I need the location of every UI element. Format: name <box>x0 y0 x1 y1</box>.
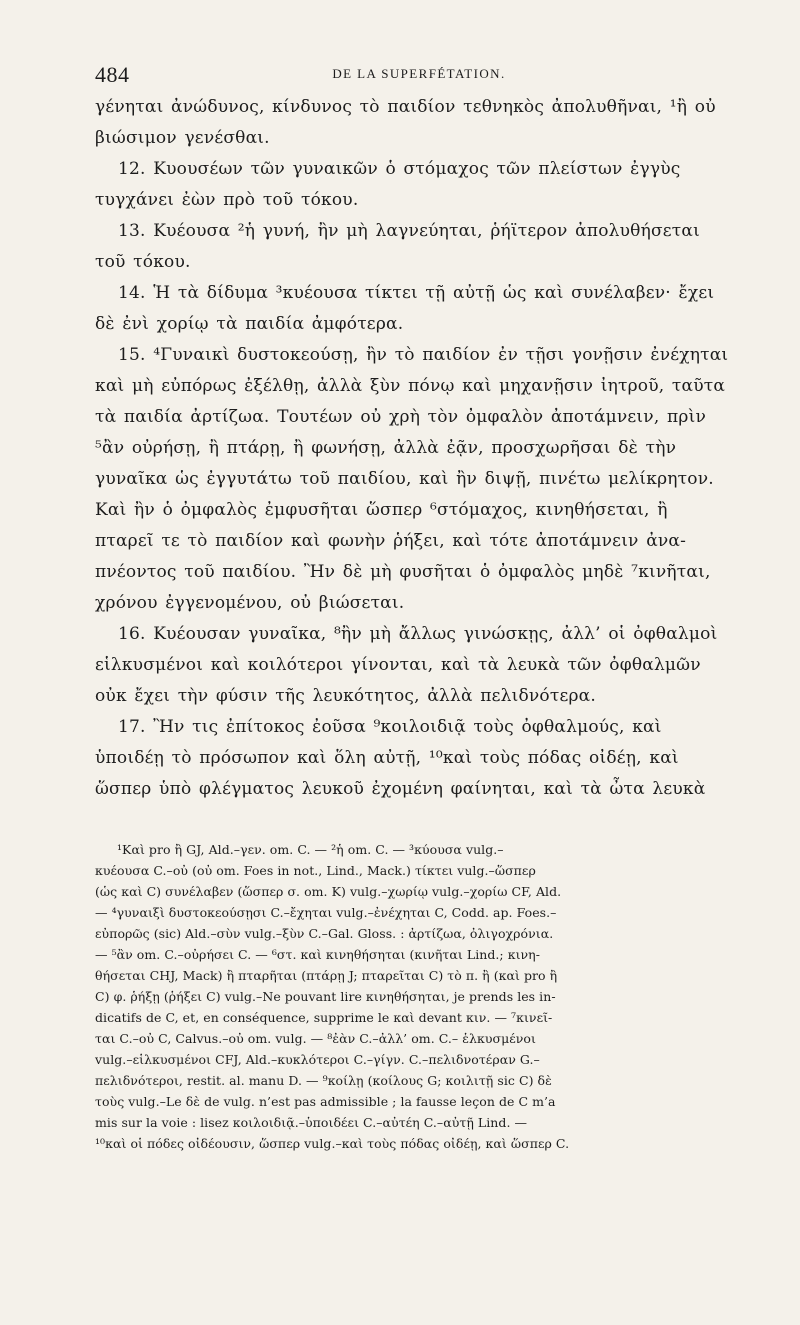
section-16-line: 16. Κυέουσαν γυναῖκα, ⁸ἢν μὴ ἄλλως γινώσκῃς, ἀλλ’ οἱ ὀφθαλμοὶ <box>118 624 718 644</box>
running-title: DE LA SUPERFÉTATION. <box>332 66 506 81</box>
section-17-line: 17. Ἢν τις ἐπίτοκος ἐοῦσα ⁹κοιλοιδιᾷ τοὺς ὀφθαλμούς, καὶ <box>118 717 662 737</box>
footnote-line: πελιδνότεροι, restit. al. manu D. — ⁹κοίλῃ (κοίλους G; κοιλιτῇ sic C) δὲ <box>95 1073 552 1088</box>
text-line: ⁵ἂν οὐρήσῃ, ἢ πτάρῃ, ἢ φωνήσῃ, ἀλλὰ ἐᾷν, προσχωρῆσαι δὲ τὴν <box>95 438 677 458</box>
footnotes <box>95 839 743 1154</box>
text-line: οὐκ ἔχει τὴν φύσιν τῆς λευκότητος, ἀλλὰ πελιδνότερα. <box>95 686 596 706</box>
text-line: δὲ ἐνὶ χορίῳ τὰ παιδία ἀμφότερα. <box>95 314 404 334</box>
page-header <box>95 58 743 92</box>
footnote-line: ¹Καὶ pro ἢ GJ, Ald.–γεν. om. C. — ²ἡ om. C. — ³κύουσα vulg.– <box>117 842 504 857</box>
section-14-line: 14. Ἡ τὰ δίδυμα ³κυέουσα τίκτει τῇ αὐτῇ ὡς καὶ συνέλαβεν· ἔχει <box>118 283 715 303</box>
footnote-line: (ὡς καὶ C) συνέλαβεν (ὥσπερ σ. om. K) vulg.–χωρίῳ vulg.–χορίω CF, Ald. <box>95 884 562 899</box>
footnote-line: θήσεται CHJ, Mack) ἢ πταρῆται (πτάρῃ J; πταρεῖται C) τὸ π. ἢ (καὶ pro ἢ <box>95 968 558 983</box>
book-page <box>95 58 743 1154</box>
footnote-line: κυέουσα C.–οὐ (οὐ om. Foes in not., Lind., Mack.) τίκτει vulg.–ὥσπερ <box>95 863 536 878</box>
text-line: ὑποιδέῃ τὸ πρόσωπον καὶ ὅλη αὐτῇ, ¹⁰καὶ τοὺς πόδας οἰδέῃ, καὶ <box>95 748 679 768</box>
footnote-line: C) φ. ῥήξῃ (ῥήξει C) vulg.–Ne pouvant lire κινηθήσηται, je prends les in- <box>95 989 556 1004</box>
section-13-line: 13. Κυέουσα ²ἡ γυνή, ἢν μὴ λαγνεύηται, ῥήϊτερον ἀπολυθήσεται <box>118 221 700 241</box>
footnote-line: dicatifs de C, et, en conséquence, supprime le καὶ devant κιν. — ⁷κινεῖ- <box>95 1010 553 1025</box>
footnote-line: — ⁵ἂν om. C.–οὐρήσει C. — ⁶στ. καὶ κινηθήσηται (κινῆται Lind.; κινη- <box>95 947 540 962</box>
text-line: γένηται ἀνώδυνος, κίνδυνος τὸ παιδίον τεθνηκὸς ἀπολυθῆναι, ¹ἢ οὐ <box>95 97 716 117</box>
text-line: τυγχάνει ἐὼν πρὸ τοῦ τόκου. <box>95 190 359 210</box>
text-line: Καὶ ἢν ὁ ὀμφαλὸς ἐμφυσῆται ὥσπερ ⁶στόμαχος, κινηθήσεται, ἢ <box>95 500 668 520</box>
text-line: γυναῖκα ὡς ἐγγυτάτω τοῦ παιδίου, καὶ ἢν διψῇ, πινέτω μελίκρητον. <box>95 469 714 489</box>
footnote-line: τοὺς vulg.–Le δὲ de vulg. n’est pas admissible ; la fausse leçon de C m’a <box>95 1094 556 1109</box>
text-line: χρόνου ἐγγενομένου, οὐ βιώσεται. <box>95 593 405 613</box>
footnote-line: ¹⁰καὶ οἱ πόδες οἰδέουσιν, ὥσπερ vulg.–καὶ τοὺς πόδας οἰδέῃ, καὶ ὥσπερ C. <box>95 1136 570 1151</box>
text-line: βιώσιμον γενέσθαι. <box>95 128 270 148</box>
text-line: τοῦ τόκου. <box>95 252 191 272</box>
footnote-line: — ⁴γυναιξὶ δυστοκεούσῃσι C.–ἔχηται vulg.–ἐνέχηται C, Codd. ap. Foes.– <box>95 905 557 920</box>
footnote-line: εὐπορῶς (sic) Ald.–σὺν vulg.–ξὺν C.–Gal. Gloss. : ἀρτίζωα, ὀλιγοχρόνια. <box>95 926 554 941</box>
main-text <box>95 92 743 805</box>
footnote-line: vulg.–εἱλκυσμένοι CFJ, Ald.–κυκλότεροι C.–γίγν. C.–πελιδνοτέραν G.– <box>95 1052 540 1067</box>
section-12-line: 12. Κυουσέων τῶν γυναικῶν ὁ στόμαχος τῶν πλείστων ἐγγὺς <box>118 159 681 179</box>
text-line: ὥσπερ ὑπὸ φλέγματος λευκοῦ ἐχομένη φαίνηται, καὶ τὰ ὦτα λευκὰ <box>95 779 706 799</box>
text-line: πνέοντος τοῦ παιδίου. Ἢν δὲ μὴ φυσῆται ὁ ὀμφαλὸς μηδὲ ⁷κινῆται, <box>95 562 711 582</box>
text-line: πταρεῖ τε τὸ παιδίον καὶ φωνὴν ῥήξει, καὶ τότε ἀποτάμνειν ἀνα- <box>95 531 687 551</box>
text-line: εἱλκυσμένοι καὶ κοιλότεροι γίνονται, καὶ τὰ λευκὰ τῶν ὀφθαλμῶν <box>95 655 701 675</box>
section-15-line: 15. ⁴Γυναικὶ δυστοκεούσῃ, ἢν τὸ παιδίον ἐν τῇσι γονῇσιν ἐνέχηται <box>118 345 729 365</box>
footnote-line: mis sur la voie : lisez κοιλοιδιᾷ.–ὑποιδέει C.–αὐτέη C.–αὐτῇ Lind. — <box>95 1115 528 1130</box>
text-line: καὶ μὴ εὐπόρως ἐξέλθῃ, ἀλλὰ ξὺν πόνῳ καὶ μηχανῇσιν ἰητροῦ, ταῦτα <box>95 376 726 396</box>
footnote-line: ται C.–οὐ C, Calvus.–οὐ om. vulg. — ⁸ἐὰν C.–ἀλλ’ om. C.– ἑλκυσμένοι <box>95 1031 536 1046</box>
page-number: 484 <box>95 62 130 87</box>
text-line: τὰ παιδία ἀρτίζωα. Τουτέων οὐ χρὴ τὸν ὀμφαλὸν ἀποτάμνειν, πρὶν <box>95 407 707 427</box>
